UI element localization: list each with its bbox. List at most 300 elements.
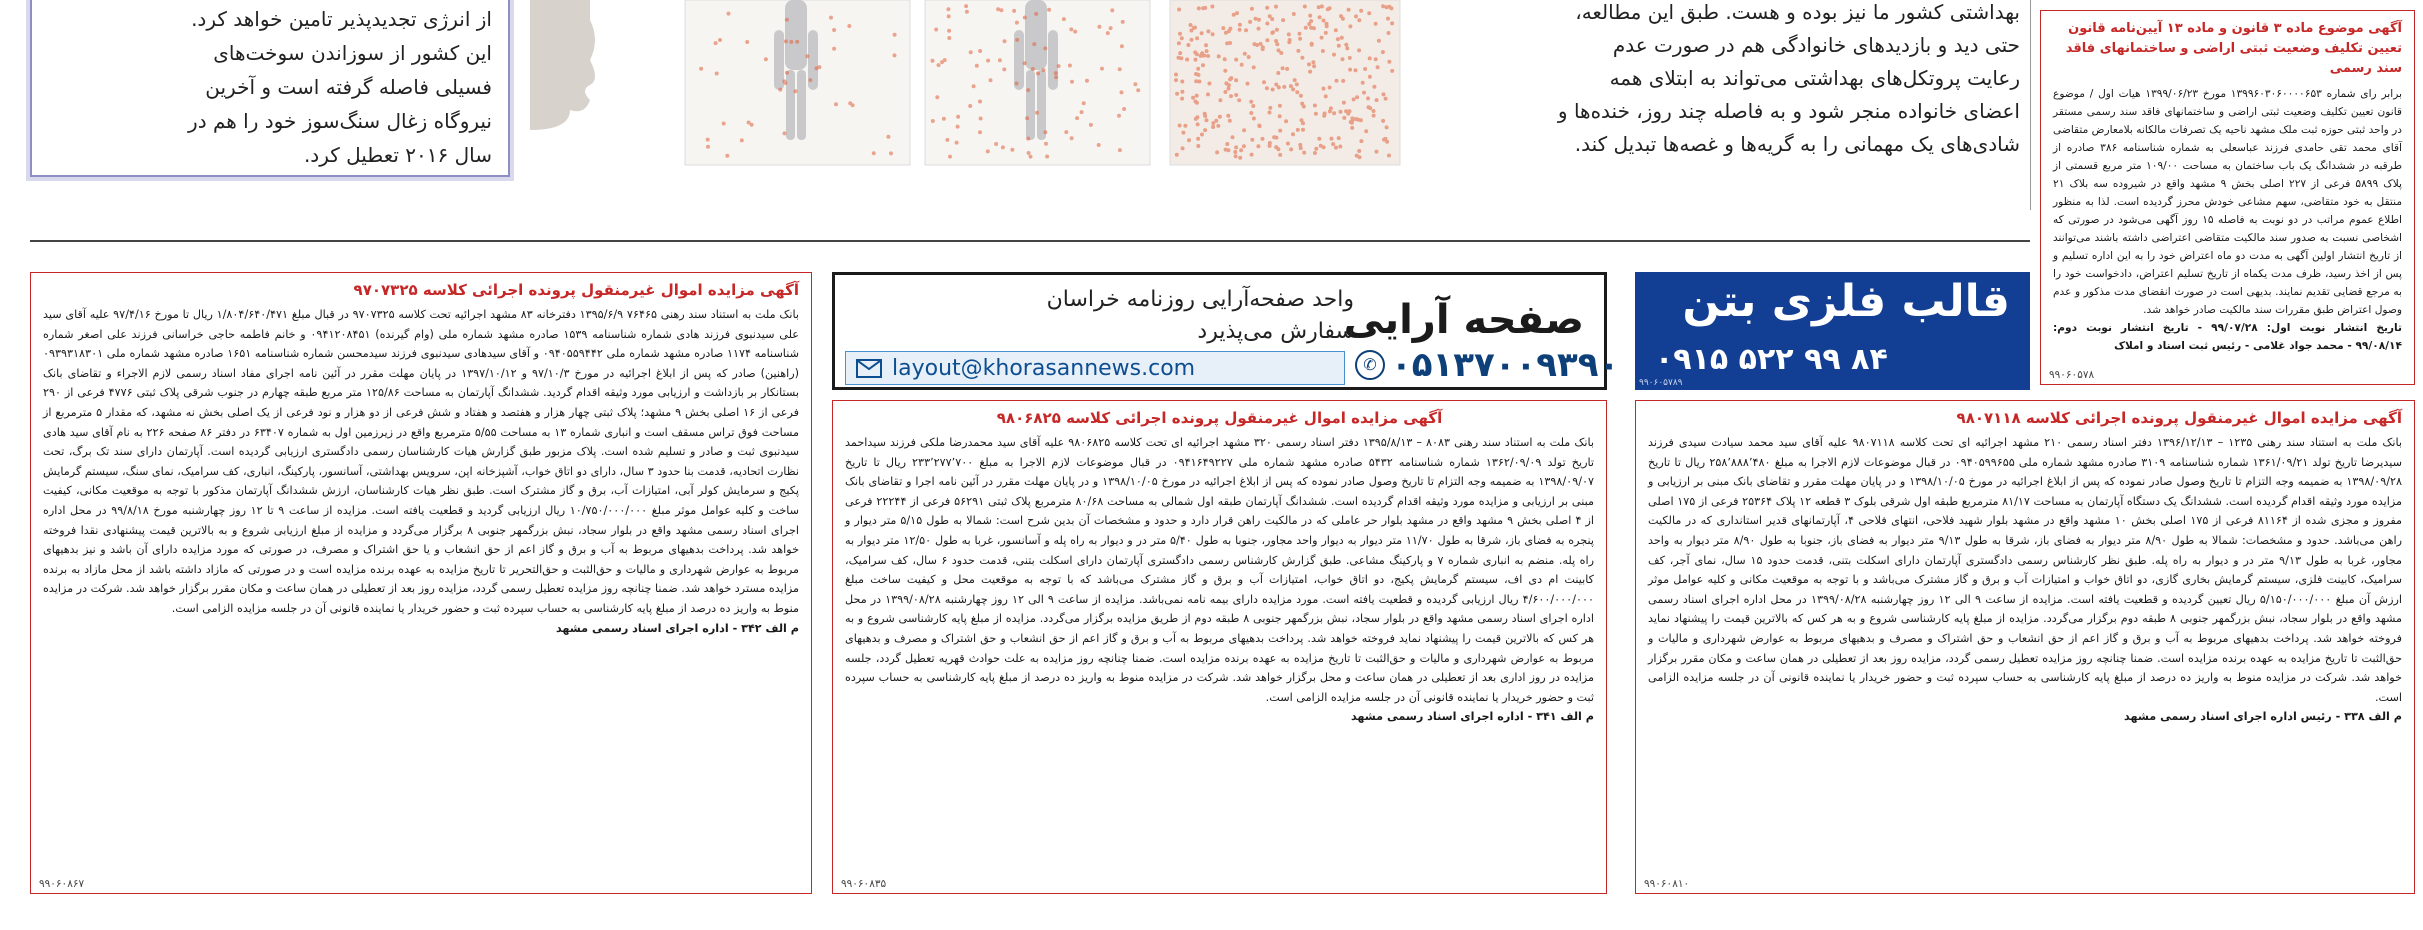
dot [1328,86,1332,90]
dot [1350,121,1354,125]
dot [1054,71,1058,75]
dot [1206,29,1210,33]
formwork-ad-code: ۹۹۰۶۰۵۷۸۹ [1639,378,1683,388]
dot [832,47,836,51]
dot [1354,68,1358,72]
dot [1339,110,1343,114]
article-line: رعایت پروتکل‌های بهداشتی می‌تواند به ابتلای همه [1609,66,2020,90]
dot [1261,45,1265,49]
illustration-svg [530,0,1430,170]
dot [1183,124,1187,128]
dot [872,151,876,155]
dot [1242,144,1246,148]
dot [1325,22,1329,26]
email-icon [856,359,882,378]
dot [1244,28,1248,32]
dot [1268,14,1272,18]
section-divider [30,240,2030,242]
dot [1298,32,1302,36]
dot [1372,114,1376,118]
dot [1249,100,1253,104]
dot [784,39,788,43]
dot [1274,5,1278,9]
dot [1034,12,1038,16]
layout-ad-line1: واحد صفحه‌آرایی روزنامه خراسان [1046,287,1354,312]
dot [1228,77,1232,81]
dot [1242,128,1246,132]
dot [1291,132,1295,136]
dot [1178,51,1182,55]
dot [1010,148,1014,152]
dot [1277,48,1281,52]
column-divider [2030,0,2031,210]
dot [1289,147,1293,151]
dot [1109,26,1113,30]
dot [1015,38,1019,42]
dot [789,40,793,44]
dot [1338,145,1342,149]
dot [1320,36,1324,40]
dot [1313,151,1317,155]
dot [1265,22,1269,26]
dot [1357,48,1361,52]
sidebar-line: سال ۲۰۱۶ تعطیل کرد. [303,143,492,167]
dot [1284,119,1288,123]
dot [1068,64,1072,68]
dot [795,40,799,44]
dot [1246,82,1250,86]
dot [1390,69,1394,73]
dot [1203,128,1207,132]
dot [1211,32,1215,36]
article-text [1470,0,2020,166]
dot [1189,23,1193,27]
ad-body: بانک ملت به استناد سند رهنی ۸۰۸۳ – ۱۳۹۵/۸/۱۳ دفتر اسناد رسمی ۳۲۰ مشهد اجرائیه ای تحت کلاسه ۹۸۰۶۸۲۵ علیه آقای سید محمدرضا ملکی فرزند سیداحمد تاریخ تولد ۱۳۶۲/۰۹/۰۹ شماره شناسنامه ۵۴۳۲ صادره مشهد شماره ملی ۰۹۴۱۶۴۹۲۲۷ در قبال موضوعات لازم الاجرا به مبلغ ۲۳۳٬۲۷۷٬۷۰۰ ریال تا تاریخ ۱۳۹۸/۰۹/۰۷ به ضمیمه وجه التزام تا تاریخ وصول صادر نموده که پس از ابلاغ اجرائیه در مورخ ۱۳۹۸/۱۰/۰۵ و در پایان مهلت مقرر در آئین نامه اجرا و تقاضای بانک مبنی بر ارزیابی و مزایده مورد وثیقه اقدام گردیده است. ششدانگ آپارتمان طبقه اول شمالی به مساحت ۸۰/۶۸ مترمربع پلاک ثبتی ۵۶۲۹۱ فرعی از ۲۲۲۴۴ فرعی از ۴ اصلی بخش ۹ مشهد واقع در مشهد بلوار حر عاملی که در مالکیت راهن قرار دارد و حدود و مشخصات آن بدین شرح است: شمالا به طول ۵/۱۵ متر دیوار و پنجره به فضای باز، شرقا به طول ۱۱/۷۰ متر دیوار به دیوار واحد مجاور، جنوبا به طول ۵/۴۰ متر در و دیوار به راه پله و آسانسور، غربا به طول ۱۲/۵۰ متر دیوار به راه پله. منضم به انباری شماره ۷ و پارکینگ مشاعی. طبق گزارش کارشناس رسمی دادگستری آپارتمان دارای اسکلت بتنی، قدمت حدود ۶ سال، کف سرامیک، کابینت ام دی اف، سیستم گرمایش پکیج، دو اتاق خواب، امتیازات آب و برق و گاز مشترک می‌باشد که با توجه به موقعیت محل و کیفیت ساخت مبلغ ۴/۶۰۰/۰۰۰/۰۰۰ ریال ارزیابی گردیده و قطعیت یافته است. مورد مزایده دارای بیمه نامه نمی‌باشد. مزایده از ساعت ۹ الی ۱۲ روز چهارشنبه ۱۳۹۹/۰۸/۲۸ در محل اداره اجرای اسناد رسمی مشهد واقع در بلوار سجاد، نبش بزرگمهر جنوبی ۸ طبقه دوم از طریق مزایده برگزار می‌گردد. مزایده از مبلغ پایه کارشناسی شروع و به هر کس که بالاترین قیمت را پیشنهاد نماید فروخته خواهد شد. پرداخت بدهیهای مربوط به آب و برق و گاز اعم از حق انشعاب و حق اشتراک و مصرف و بدهیهای مربوط به عوارض شهرداری و مالیات و حق‌الثبت تا تاریخ مزایده به عهده برنده مزایده است. ضمنا چنانچه روز مزایده به علت حوادث قهریه تعطیل گردد، جلسه مزایده در روز اداری بعد از تعطیلی در همان ساعت و محل برگزار خواهد شد. شرکت در مزایده منوط به واریز ده درصد از مبلغ پایه کارشناسی به حساب سپرده ثبت و حضور خریدار یا نماینده قانونی آن در جلسه مزایده الزامی است. [845,436,1595,704]
dot [1120,90,1124,94]
dot [817,65,821,69]
dot [1211,121,1215,125]
dot [1121,20,1125,24]
dot [1181,131,1185,135]
dot [1367,11,1371,15]
dot [1082,101,1086,105]
dot [1097,143,1101,147]
ad-auction-9807118 [1635,400,2415,894]
dot [1354,14,1358,18]
dot [1027,151,1031,155]
dot [1100,67,1104,71]
ad-footer: م الف ۳۳۸ - رئیس اداره اجرای اسناد رسمی مشهد [2124,710,2402,724]
dot [1228,27,1232,31]
dot [706,145,710,149]
dot [1196,67,1200,71]
dot [1240,63,1244,67]
dot [1031,67,1035,71]
dot [1287,32,1291,36]
dot [1206,92,1210,96]
dot [1206,54,1210,58]
dot [1035,111,1039,115]
dot [1300,56,1304,60]
dot [1278,153,1282,157]
dot [1341,17,1345,21]
sidebar-line: از انرژی تجدیدپذیر تامین خواهد کرد. [191,7,492,31]
formwork-ad-phone[interactable]: ۰۹۱۵ ۵۲۲ ۹۹ ۸۴ [1655,342,1888,377]
dot [1347,8,1351,12]
dot [1238,156,1242,160]
dot [1307,22,1311,26]
sidebar-line: نیروگاه زغال سنگ‌سوز خود را هم در [188,109,492,133]
dot [1023,61,1027,65]
dot [935,95,939,99]
dot [1257,18,1261,22]
dot [1226,114,1230,118]
dot [1190,38,1194,42]
dot [1210,5,1214,9]
dot [1223,69,1227,73]
dot [1194,79,1198,83]
dot [1374,22,1378,26]
dot [1295,82,1299,86]
ad-land-registration [2040,10,2415,385]
dot [986,149,990,153]
dot [1303,5,1307,9]
dot [1296,49,1300,53]
dot [1257,27,1261,31]
dot [715,72,719,76]
dot [1356,118,1360,122]
dot [1248,20,1252,24]
dot [1238,23,1242,27]
dot [1382,92,1386,96]
dot [806,54,810,58]
dot [1334,28,1338,32]
dot [1043,46,1047,50]
dot [1311,60,1315,64]
dot [1355,95,1359,99]
dot [1337,136,1341,140]
dot [1218,115,1222,119]
email-address[interactable]: layout@khorasannews.com [892,355,1196,381]
dot [1310,43,1314,47]
dot [1174,78,1178,82]
dot [1389,6,1393,10]
sidebar-line: این کشور از سوزاندن سوخت‌های [213,41,492,65]
dot [1341,79,1345,83]
dot [1070,80,1074,84]
dot [1375,98,1379,102]
formwork-ad [1635,272,2030,390]
dot [986,59,990,63]
dot [1180,36,1184,40]
dot [1243,52,1247,56]
dot [1300,118,1304,122]
dot [1211,125,1215,129]
dot [1042,68,1046,72]
dot [1368,56,1372,60]
dot [1177,41,1181,45]
dot [1250,7,1254,11]
dot [1278,129,1282,133]
phone-group [1355,345,1619,385]
dot [834,102,838,106]
dot [1320,4,1324,8]
dot [829,16,833,20]
ad-title: آگهی مزایده اموال غیرمنقول پرونده اجرائی کلاسه ۹۷۰۷۳۲۵ [353,281,799,299]
dot [1350,126,1354,130]
dot [1064,130,1068,134]
dot [1200,133,1204,137]
dot [1386,17,1390,21]
dot [1195,36,1199,40]
sidebar-line: فسیلی فاصله گرفته است و آخرین [205,75,492,99]
dot [1321,49,1325,53]
dot [1175,92,1179,96]
dot [1368,75,1372,79]
dot [1268,144,1272,148]
dot [1187,138,1191,142]
dot [764,57,768,61]
dot [1382,138,1386,142]
dot [998,58,1002,62]
dot [1307,62,1311,66]
dot [1337,44,1341,48]
dot [1359,139,1363,143]
dot [1215,150,1219,154]
dot [1203,112,1207,116]
dot [1324,94,1328,98]
ad-body: بانک ملت به استناد سند رهنی ۱۲۳۵ – ۱۳۹۶/۱۲/۱۳ دفتر اسناد رسمی ۲۱۰ مشهد اجرائیه ای تحت کلاسه ۹۸۰۷۱۱۸ علیه آقای سید محمد سیادت سیدی فرزند سیدیرضا تاریخ تولد ۱۳۶۱/۰۹/۲۱ شماره شناسنامه ۳۱۰۹ صادره مشهد شماره ملی ۰۹۴۰۵۹۹۶۵۵ در قبال موضوعات لازم الاجرا به مبلغ ۲۵۸٬۸۸۸٬۴۸۰ ریال تا تاریخ ۱۳۹۸/۰۹/۲۸ به ضمیمه وجه التزام تا تاریخ وصول صادر نموده که پس از ابلاغ اجرائیه در مورخ ۱۳۹۸/۱۰/۰۵ و در پایان مهلت مقرر و تقاضای بانک مبنی بر ارزیابی و مزایده مورد وثیقه اقدام گردیده است. ششدانگ یک دستگاه آپارتمان به مساحت ۸۱/۱۷ مترمربع طبقه اول شرقی بلوک ۳ قطعه ۱۲ پلاک ۲۵۳۶۴ فرعی از ۱۷۵ اصلی مفروز و مجزی شده از ۸۱۱۶۴ فرعی از ۱۷۵ اصلی بخش ۱۰ مشهد واقع در مشهد بلوار شهید فلاحی، انتهای فلاحی ۴، آپارتمانهای قدیر استانداری که در مالکیت راهن می‌باشد. حدود و مشخصات: شمالا به طول ۸/۹۰ متر دیوار به فضای باز، شرقا به طول ۹/۱۳ متر دیوار به فضای باز، جنوبا به طول ۸/۹۰ متر دیوار به واحد مجاور، غربا به طول ۹/۱۳ متر در و دیوار به راه پله. طبق نظر کارشناس رسمی دادگستری آپارتمان دارای اسکلت بتنی، قدمت حدود ۱۵ سال، نمای آجر، کف سرامیک، کابینت فلزی، سیستم گرمایش بخاری گازی، دو اتاق خواب و امتیازات آب و برق و گاز مشترک می‌باشد و با توجه به موقعیت مکانی و کلیه عوامل موثر ارزش آن مبلغ ۵/۱۵۰/۰۰۰/۰۰۰ ریال تعیین گردیده و قطعیت یافته است. مزایده از ساعت ۹ الی ۱۲ روز چهارشنبه ۱۳۹۹/۰۸/۲۸ در محل اداره اجرای اسناد رسمی مشهد واقع در بلوار سجاد، نبش بزرگمهر جنوبی ۸ طبقه دوم برگزار می‌گردد. مزایده از مبلغ پایه کارشناسی شروع و به هر کس که بالاترین قیمت را پیشنهاد نماید فروخته خواهد شد. پرداخت بدهیهای مربوط به آب و برق و گاز اعم از حق انشعاب و حق اشتراک و مصرف و بدهیهای مربوط به عوارض شهرداری و مالیات و حق‌الثبت تا تاریخ مزایده به عهده برنده مزایده است. ضمنا چنانچه روز مزایده تعطیل رسمی گردد، مزایده روز بعد از تعطیلی در همان ساعت و مکان مقرر برگزار خواهد شد. شرکت در مزایده منوط به واریز ده درصد از مبلغ پایه کارشناسی به حساب سپرده ثبت و حضور خریدار یا نماینده قانونی آن در جلسه مزایده الزامی است. [1648,436,2403,704]
dot [1217,54,1221,58]
dot [945,138,949,142]
dot [706,138,710,142]
dot [1002,67,1006,71]
dot [1194,58,1198,62]
dot [1312,64,1316,68]
dot [1274,39,1278,43]
dot [1178,124,1182,128]
dot [1001,145,1005,149]
dot [1256,144,1260,148]
dot [1196,122,1200,126]
dot [1291,87,1295,91]
dot [1300,102,1304,106]
ad-body: برابر رای شماره ۱۳۹۹۶۰۳۰۶۰۰۰۰۶۵۳ مورخ ۱۳۹۹/۰۶/۲۳ هیات اول / موضوع قانون تعیین تکلیف وضعیت ثبتی اراضی و ساختمانهای فاقد سند رسمی مستقر در واحد ثبتی حوزه ثبت ملک مشهد ناحیه یک تصرفات مالکانه بلامعارض متقاضی آقای محمد تقی حامدی فرزند عباسعلی به شماره شناسنامه ۳۸۶ صادره از طرقبه در ششدانگ یک باب ساختمان به مساحت ۱۰۹/۰۰ متر مربع قسمتی از پلاک ۵۸۹۹ فرعی از ۲۲۷ اصلی بخش ۹ مشهد واقع در شیروده سه بلاک ۲۱ منتقل به خود متقاضی، سهم مشاعی خودش محرز گردیده است. لذا به منظور اطلاع عموم مراتب در دو نوبت به فاصله ۱۵ روز آگهی می‌شود در صورتی که اشخاصی نسبت به صدور سند مالکیت متقاضی اعتراضی داشته باشند می‌توانند از تاریخ انتشار اولین آگهی به مدت دو ماه اعتراض خود را به این اداره تسلیم و پس از اخذ رسید، ظرف مدت یکماه از تاریخ تسلیم اعتراض، دادخواست خود را به مرجع قضایی تقدیم نمایند. بدیهی است در صورت انقضای مدت مذکور و عدم وصول اعتراض طبق مقررات سند مالکیت صادر خواهد شد. [2053,88,2402,316]
article-illustration [530,0,1430,170]
dot [1045,155,1049,159]
dot [1372,85,1376,89]
dot [1278,114,1282,118]
dot [893,53,897,57]
dot [1250,153,1254,157]
dot [975,64,979,68]
dot [1387,154,1391,158]
dot [931,59,935,63]
dot [969,50,973,54]
dot [1026,88,1030,92]
dot [1275,28,1279,32]
dot [785,18,789,22]
dot [1252,117,1256,121]
dot [1348,24,1352,28]
dot [1308,70,1312,74]
dot [1342,116,1346,120]
dot [1390,21,1394,25]
dot [947,36,951,40]
dot [718,38,722,42]
article-line: شادی‌های یک مهمانی را به گریه‌ها و غصه‌ها تبدیل کند. [1574,132,2020,156]
dot [1359,9,1363,13]
dot [1375,150,1379,154]
dot [1204,43,1208,47]
dot [1282,85,1286,89]
dot [1186,43,1190,47]
dot [1322,114,1326,118]
dot [1254,17,1258,21]
ad-auction-9707325 [30,272,812,894]
dot [1252,65,1256,69]
dot [955,141,959,145]
dot [1205,118,1209,122]
dot [1385,125,1389,129]
sidebar-box [30,0,510,177]
dot [1185,58,1189,62]
dot [778,88,782,92]
dot [1196,137,1200,141]
layout-ad-line2: سفارش می‌پذیرد [1197,319,1354,344]
dot [942,117,946,121]
dot [1276,71,1280,75]
dot [1197,6,1201,10]
dot [1377,39,1381,43]
dot [740,138,744,142]
dot [931,119,935,123]
dot [1015,21,1019,25]
ad-title: آگهی مزایده اموال غیرمنقول پرونده اجرائی کلاسه ۹۸۰۶۸۲۵ [996,409,1443,427]
dot [847,24,851,28]
dot [1326,7,1330,11]
dot [1044,142,1048,146]
dot [1299,146,1303,150]
dot [1357,18,1361,22]
dot [1385,5,1389,9]
dot [1177,56,1181,60]
dot [1025,116,1029,120]
dot [1062,17,1066,21]
dot [1227,87,1231,91]
dot [1178,32,1182,36]
dot [1314,112,1318,116]
phone-number[interactable]: ۰۵۱۳۷۰۰۹۳۹۰ [1391,345,1620,385]
dot [1122,107,1126,111]
dot [1270,31,1274,35]
dot [1296,128,1300,132]
dot [1314,147,1318,151]
dot [1194,117,1198,121]
dot [1387,60,1391,64]
dot [1133,82,1137,86]
dot [1194,100,1198,104]
dot [1322,87,1326,91]
dot [1295,90,1299,94]
dot [1200,31,1204,35]
dot [1201,6,1205,10]
dot [1384,97,1388,101]
dot [1299,94,1303,98]
ad-code: ۹۹۰۶۰۸۳۵ [841,878,887,890]
dot [1313,104,1317,108]
dot [1293,78,1297,82]
dot [1265,38,1269,42]
dot [1032,42,1036,46]
dot [1348,68,1352,72]
dot [785,71,789,75]
dot [937,63,941,67]
dot [1180,80,1184,84]
dot [1180,97,1184,101]
dot [1247,55,1251,59]
dot [1180,90,1184,94]
dot [1381,119,1385,123]
dot [1196,144,1200,148]
dot [1223,90,1227,94]
dot [1221,26,1225,30]
dot [889,151,893,155]
dot [1329,106,1333,110]
dot [1207,82,1211,86]
dot [1361,81,1365,85]
article-line: بهداشتی کشور ما نیز بوده و هست. طبق این مطالعه، [1575,0,2020,24]
dot [1225,142,1229,146]
dot [1089,123,1093,127]
dot [1118,148,1122,152]
dot [1350,116,1354,120]
dot [964,4,968,8]
dot [1029,155,1033,159]
dot [722,122,726,126]
dot [1330,137,1334,141]
dot [1374,57,1378,61]
dot [1376,65,1380,69]
layout-ad-title: صفحه آرایی [1343,297,1584,343]
dot [1015,82,1019,86]
dot [1110,8,1114,12]
dot [978,100,982,104]
dot [946,7,950,11]
dot [1117,114,1121,118]
dot [1249,111,1253,115]
dot [1332,53,1336,57]
dot [1080,110,1084,114]
dot [1366,96,1370,100]
dot [1175,153,1179,157]
dot [1381,50,1385,54]
dot [1231,135,1235,139]
dot [1309,26,1313,30]
dot [1195,52,1199,56]
dot [783,131,787,135]
dot [1023,16,1027,20]
dot [1285,67,1289,71]
dot [699,67,703,71]
dot [1331,142,1335,146]
dot [1012,9,1016,13]
dot [1268,111,1272,115]
dot [994,142,998,146]
dot [989,78,993,82]
dot [1054,75,1058,79]
dot [1292,12,1296,16]
